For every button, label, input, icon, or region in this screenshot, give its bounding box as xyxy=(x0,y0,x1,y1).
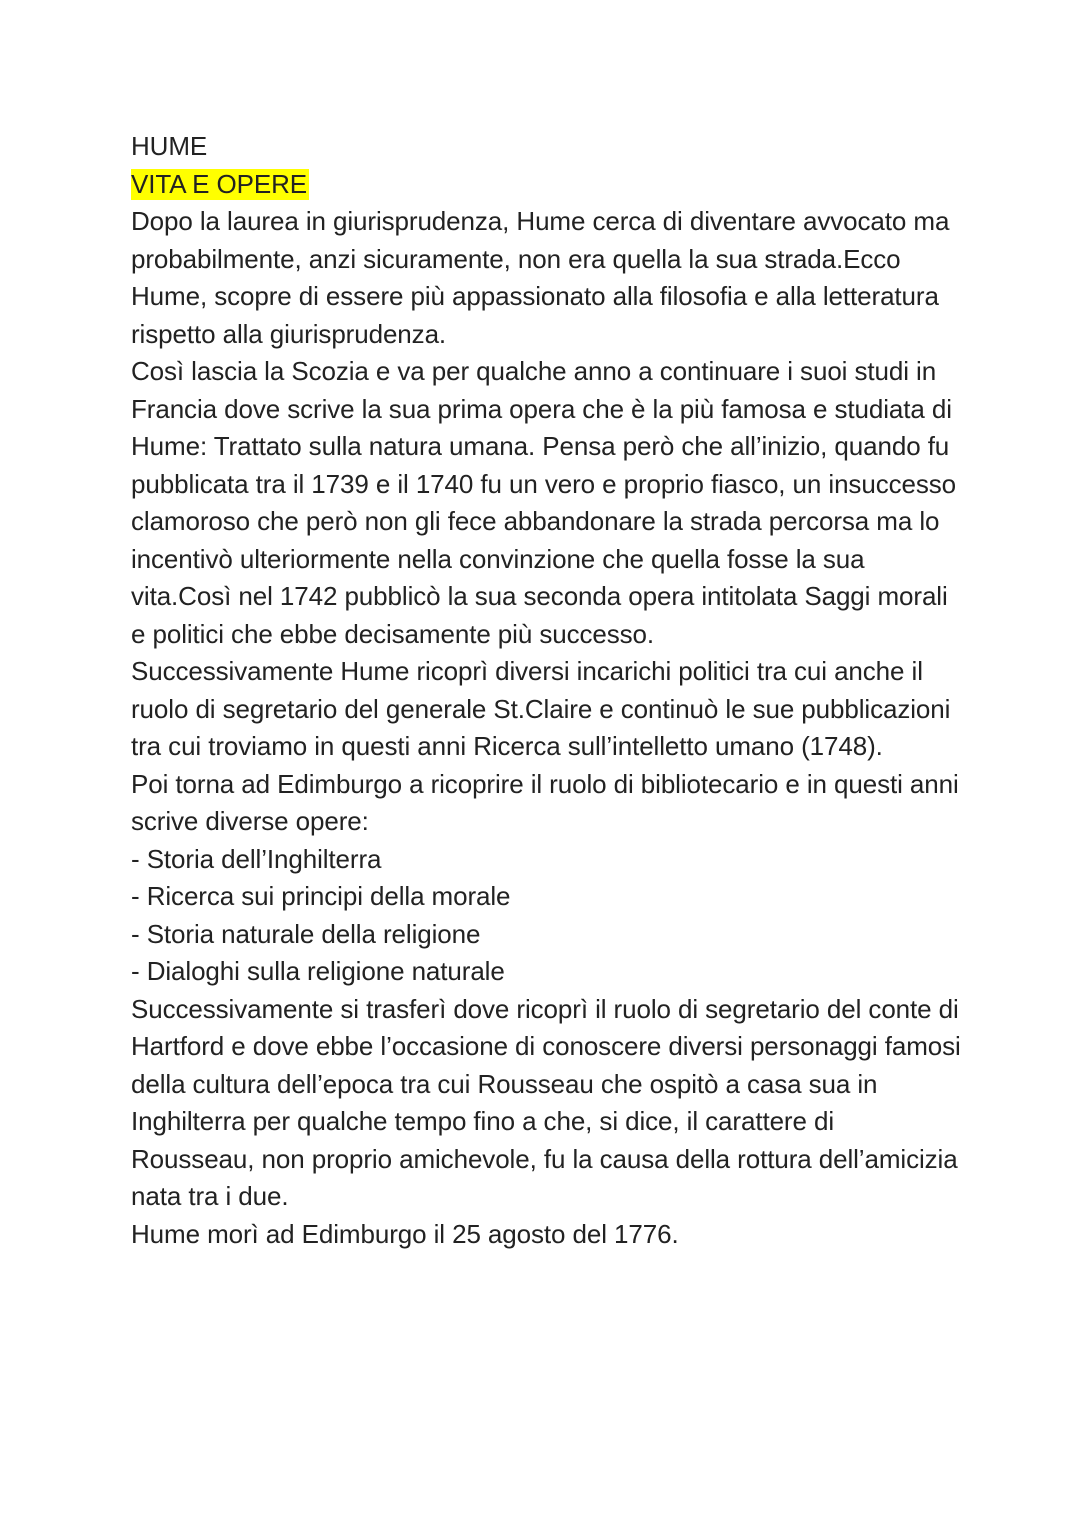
subtitle-row xyxy=(131,166,961,204)
list-item: - Ricerca sui principi della morale xyxy=(131,878,961,916)
paragraph-rousseau: Successivamente si trasferì dove ricoprì il ruolo di segretario del conte di Hartford e dove ebbe l’occasione di conoscere diversi personaggi famosi della cultura dell’epoca tra cui Rousseau che ospitò a casa sua in Inghilterra per qualche tempo fino a che, si dice, il carattere di Rousseau, non proprio amichevole, fu la causa della rottura dell’amicizia nata tra i due. xyxy=(131,993,961,1211)
list-item: - Storia naturale della religione xyxy=(131,916,961,954)
list-item: - Dialoghi sulla religione naturale xyxy=(131,953,961,991)
paragraph-political-career: Successivamente Hume ricoprì diversi incarichi politici tra cui anche il ruolo di segretario del generale St.Claire e continuò le sue pubblicazioni tra cui troviamo in questi anni Ricerca sull’intelletto umano (1748). xyxy=(131,656,951,761)
paragraph-education: Dopo la laurea in giurisprudenza, Hume cerca di diventare avvocato ma probabilmente, anzi sicuramente, non era quella la sua strada.Ecco Hume, scopre di essere più appassionato alla filosofia e alla letteratura rispetto alla giurisprudenza. xyxy=(131,206,950,349)
works-list xyxy=(131,841,961,991)
paragraph-death: Hume morì ad Edimburgo il 25 agosto del 1776. xyxy=(131,1218,679,1249)
list-item: - Storia dell’Inghilterra xyxy=(131,841,961,879)
paragraph-edinburgh: Poi torna ad Edimburgo a ricoprire il ruolo di bibliotecario e in questi anni scrive diverse opere: xyxy=(131,768,959,836)
document-title: HUME xyxy=(131,131,208,161)
paragraph-france: Così lascia la Scozia e va per qualche anno a continuare i suoi studi in Francia dove scrive la sua prima opera che è la più famosa e studiata di Hume: Trattato sulla natura umana. Pensa però che all’inizio, quando fu pubblicata tra il 1739 e il 1740 fu un vero e proprio fiasco, un insuccesso clamoroso che però non gli fece abbandonare la strada percorsa ma lo incentivò ulteriormente nella convinzione che quella fosse la sua vita.Così nel 1742 pubblicò la sua seconda opera intitolata Saggi morali e politici che ebbe decisamente più successo. xyxy=(131,356,957,649)
highlighted-subtitle: VITA E OPERE xyxy=(131,168,308,199)
document-body xyxy=(131,128,961,1253)
